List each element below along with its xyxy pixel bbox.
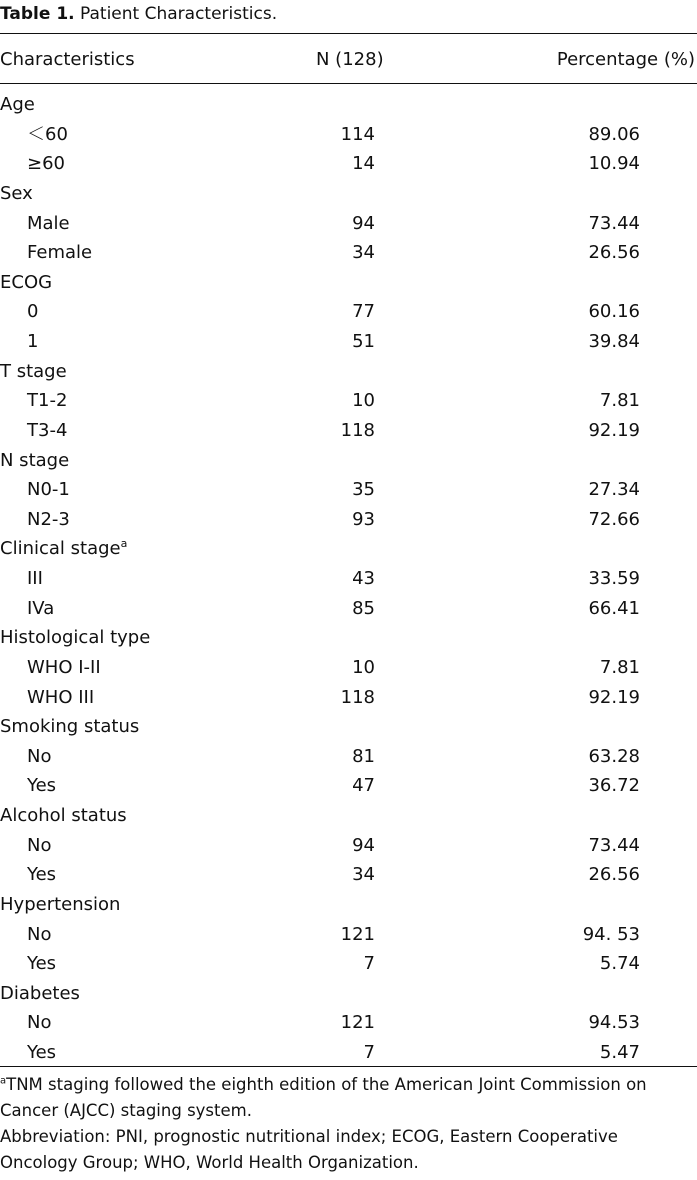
group-row (0, 623, 697, 653)
row-label-text: T stage (0, 360, 67, 382)
group-row (0, 712, 697, 742)
cell-n: 7 (363, 1042, 375, 1063)
cell-percentage: 92.19 (588, 419, 640, 441)
cell-n: 43 (352, 568, 375, 589)
top-rule (0, 33, 697, 34)
row-label (27, 120, 68, 150)
table-row (0, 564, 697, 594)
table-row (0, 416, 697, 446)
table-row (0, 386, 697, 416)
table-caption (0, 2, 277, 26)
row-label-text: N0-1 (27, 479, 70, 501)
group-row (0, 90, 697, 120)
table-row (0, 1008, 697, 1038)
table-number: Table 1. (0, 4, 75, 24)
row-label (27, 386, 67, 416)
cell-percentage: 94. 53 (582, 923, 640, 945)
row-label-text: ＜60 (27, 123, 68, 145)
cell-n: 35 (352, 479, 375, 501)
footnote-marker: a (120, 537, 128, 551)
cell-n: 85 (352, 597, 375, 619)
footnote-a-mark: a (0, 1075, 7, 1087)
row-label (27, 771, 56, 801)
header-characteristics: Characteristics (0, 49, 135, 70)
table-row (0, 209, 697, 239)
row-label-text: T1-2 (27, 390, 68, 412)
row-label-text: No (27, 745, 52, 767)
footnote-a-text: TNM staging followed the eighth edition of the American Joint Commission on Cancer (AJCC) staging system. (0, 1075, 647, 1120)
cell-percentage: 92.19 (588, 686, 640, 708)
cell-n: 47 (352, 775, 375, 797)
table-row (0, 149, 697, 179)
row-label (27, 920, 51, 950)
cell-n: 77 (352, 301, 375, 323)
row-label-text: N stage (0, 449, 70, 471)
row-label-text: Age (0, 94, 35, 115)
row-label-text: III (27, 568, 43, 589)
group-label (0, 979, 80, 1009)
row-label-text: Diabetes (0, 982, 80, 1004)
cell-percentage: 66.41 (588, 597, 640, 619)
row-label-text: No (27, 834, 52, 856)
table-row (0, 860, 697, 890)
row-label (27, 564, 43, 594)
cell-percentage: 7.81 (599, 656, 640, 678)
cell-percentage: 60.16 (588, 301, 640, 323)
row-label-text: Male (27, 212, 70, 234)
row-label (27, 742, 51, 772)
table-row (0, 297, 697, 327)
cell-percentage: 72.66 (588, 508, 640, 530)
group-label (0, 357, 67, 387)
row-label-text: ≥60 (27, 153, 65, 175)
group-label (0, 623, 150, 653)
row-label (27, 831, 51, 861)
row-label-text: Smoking status (0, 716, 140, 738)
cell-percentage: 33.59 (588, 568, 640, 589)
cell-n: 10 (352, 656, 375, 678)
row-label (27, 1038, 56, 1068)
header-n: N (128) (316, 49, 384, 70)
cell-n: 14 (352, 153, 375, 175)
row-label-text: IVa (27, 597, 55, 619)
row-label-text: 0 (27, 301, 39, 323)
row-label (27, 683, 94, 713)
group-label (0, 179, 33, 209)
cell-n: 10 (352, 390, 375, 412)
group-label (0, 712, 139, 742)
bottom-rule (0, 1066, 697, 1067)
group-row (0, 446, 697, 476)
row-label-text: Yes (27, 864, 57, 886)
table-row (0, 771, 697, 801)
cell-n: 34 (352, 864, 375, 886)
cell-percentage: 5.47 (599, 1042, 640, 1063)
cell-n: 94 (352, 212, 375, 234)
row-label (27, 594, 54, 624)
group-label (0, 890, 120, 920)
table-row (0, 653, 697, 683)
cell-percentage: 94.53 (588, 1012, 640, 1034)
group-row (0, 801, 697, 831)
table-row (0, 505, 697, 535)
cell-n: 118 (340, 419, 375, 441)
row-label (27, 327, 38, 357)
row-label (27, 209, 70, 239)
header-rule (0, 83, 697, 84)
cell-percentage: 26.56 (588, 864, 640, 886)
row-label-text: WHO I-II (27, 656, 101, 678)
row-label (27, 297, 38, 327)
table-row (0, 920, 697, 950)
header-percentage: Percentage (%) (556, 49, 695, 70)
table-row (0, 1038, 697, 1068)
group-row (0, 357, 697, 387)
cell-percentage: 73.44 (588, 834, 640, 856)
row-label (27, 505, 70, 535)
footnote-a (0, 1072, 697, 1124)
row-label-text: N2-3 (27, 508, 70, 530)
cell-n: 51 (352, 331, 375, 352)
cell-n: 114 (340, 123, 375, 145)
row-label (27, 949, 56, 979)
table-footnotes (0, 1072, 697, 1176)
row-label-text: ECOG (0, 271, 53, 293)
cell-percentage: 10.94 (588, 153, 640, 175)
cell-n: 81 (352, 745, 375, 767)
row-label-text: No (27, 923, 52, 945)
table-row (0, 949, 697, 979)
cell-n: 121 (340, 923, 375, 945)
row-label (27, 238, 92, 268)
group-label (0, 801, 127, 831)
cell-n: 34 (352, 242, 375, 264)
row-label (27, 653, 101, 683)
cell-percentage: 26.56 (588, 242, 640, 264)
group-row (0, 179, 697, 209)
row-label-text: Hypertension (0, 893, 121, 915)
cell-percentage: 39.84 (588, 331, 640, 352)
table-title: Patient Characteristics. (80, 4, 278, 24)
group-row (0, 534, 697, 564)
row-label (27, 1008, 51, 1038)
cell-percentage: 63.28 (588, 745, 640, 767)
footnote-abbreviations: Abbreviation: PNI, prognostic nutritional index; ECOG, Eastern Cooperative Oncology Group; WHO, World Health Organization. (0, 1127, 618, 1172)
table-row (0, 475, 697, 505)
group-label (0, 90, 35, 120)
row-label-text: Clinical stage (0, 538, 121, 560)
cell-n: 7 (363, 953, 375, 975)
group-label (0, 446, 69, 476)
row-label-text: 1 (27, 331, 39, 352)
row-label-text: Yes (27, 953, 57, 975)
cell-percentage: 36.72 (588, 775, 640, 797)
table-row (0, 238, 697, 268)
row-label-text: Alcohol status (0, 805, 127, 826)
row-label (27, 860, 56, 890)
table-row (0, 120, 697, 150)
row-label-text: Yes (27, 775, 57, 797)
row-label-text: No (27, 1012, 52, 1034)
row-label-text: Histological type (0, 627, 151, 649)
row-label (27, 149, 65, 179)
row-label-text: T3-4 (27, 419, 68, 441)
group-row (0, 268, 697, 298)
cell-n: 93 (352, 508, 375, 530)
cell-n: 118 (340, 686, 375, 708)
cell-percentage: 73.44 (588, 212, 640, 234)
row-label-text: WHO III (27, 686, 95, 708)
table-row (0, 594, 697, 624)
cell-percentage: 27.34 (588, 479, 640, 501)
group-label (0, 268, 52, 298)
table-row (0, 683, 697, 713)
group-label (0, 534, 127, 564)
cell-n: 121 (340, 1012, 375, 1034)
table-row (0, 327, 697, 357)
row-label-text: Female (27, 242, 93, 264)
cell-percentage: 5.74 (599, 953, 640, 975)
row-label (27, 416, 67, 446)
row-label-text: Sex (0, 182, 33, 204)
group-row (0, 890, 697, 920)
row-label-text: Yes (27, 1042, 57, 1063)
cell-percentage: 7.81 (599, 390, 640, 412)
table-header (0, 44, 697, 76)
row-label (27, 475, 70, 505)
table-row (0, 742, 697, 772)
cell-n: 94 (352, 834, 375, 856)
cell-percentage: 89.06 (588, 123, 640, 145)
group-row (0, 979, 697, 1009)
table-body (0, 90, 697, 1068)
table-row (0, 831, 697, 861)
